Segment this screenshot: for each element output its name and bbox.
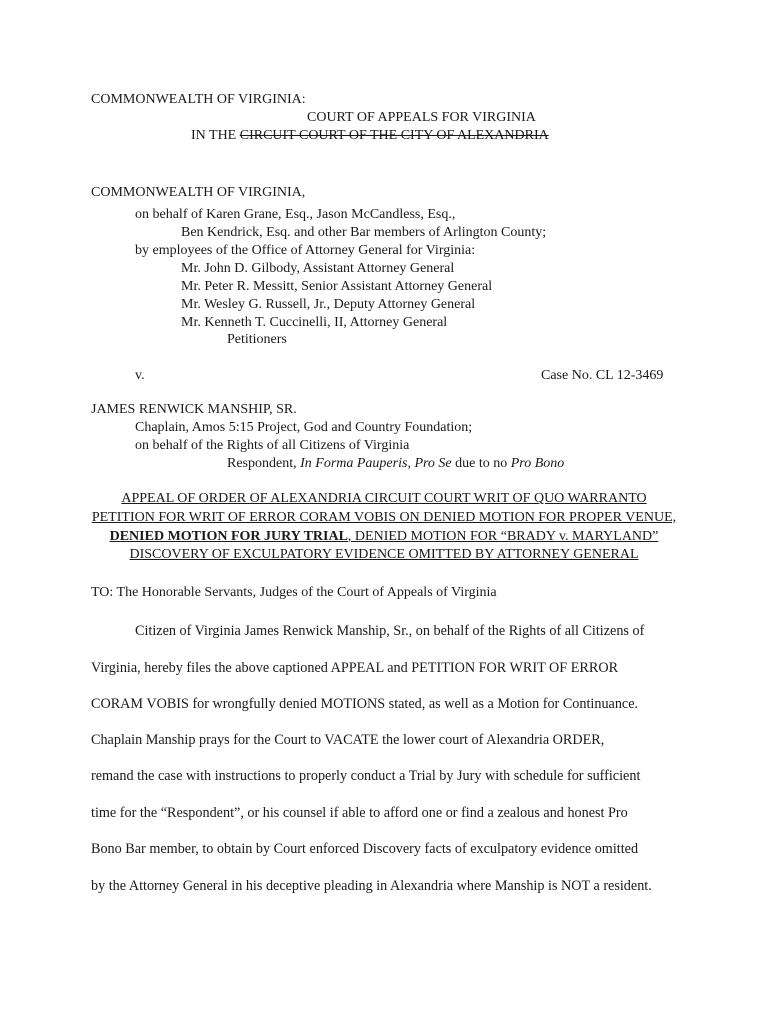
petitioner-name-4: Mr. Kenneth T. Cuccinelli, II, Attorney General xyxy=(181,315,448,330)
petitioner-name-3: Mr. Wesley G. Russell, Jr., Deputy Attorney General xyxy=(181,297,476,312)
body-line-1: Citizen of Virginia James Renwick Manship, Sr., on behalf of the Rights of all Citizens of xyxy=(135,623,645,639)
petitioner-behalf-line-2: Ben Kendrick, Esq. and other Bar members of Arlington County; xyxy=(181,225,547,240)
body-line-6: time for the “Respondent”, or his counsel if able to afford one or find a zealous and honest Pro xyxy=(91,805,628,821)
respondent-name: JAMES RENWICK MANSHIP, SR. xyxy=(91,402,297,417)
caption-line-4: DISCOVERY OF EXCULPATORY EVIDENCE OMITTED BY ATTORNEY GENERAL xyxy=(129,547,639,562)
in-forma-pauperis: In Forma Pauperis xyxy=(300,456,408,471)
header-commonwealth: COMMONWEALTH OF VIRGINIA: xyxy=(91,92,306,107)
body-line-2: Virginia, hereby files the above captioned APPEAL and PETITION FOR WRIT OF ERROR xyxy=(91,660,619,676)
caption-denied-jury-trial: DENIED MOTION FOR JURY TRIAL xyxy=(109,529,348,544)
body-line-3: CORAM VOBIS for wrongfully denied MOTIONS stated, as well as a Motion for Continuance. xyxy=(91,696,639,712)
header-struck-court-name: CIRCUIT COURT OF THE CITY OF ALEXANDRIA xyxy=(239,128,549,143)
body-line-4: Chaplain Manship prays for the Court to VACATE the lower court of Alexandria ORDER, xyxy=(91,732,605,748)
respondent-line-2: on behalf of the Rights of all Citizens of Virginia xyxy=(135,438,410,453)
salutation: TO: The Honorable Servants, Judges of the Court of Appeals of Virginia xyxy=(91,585,497,600)
petitioner-employees: by employees of the Office of Attorney General for Virginia: xyxy=(135,243,476,258)
status-mid: due to no xyxy=(451,456,511,471)
versus: v. xyxy=(135,368,145,383)
petitioner-name-1: Mr. John D. Gilbody, Assistant Attorney General xyxy=(181,261,455,276)
header-court-of-appeals: COURT OF APPEALS FOR VIRGINIA xyxy=(307,110,536,125)
caption-line-1: APPEAL OF ORDER OF ALEXANDRIA CIRCUIT COURT WRIT OF QUO WARRANTO xyxy=(121,491,647,506)
case-number: Case No. CL 12-3469 xyxy=(541,368,664,383)
caption-line-3-rest: , DENIED MOTION FOR “BRADY v. MARYLAND” xyxy=(347,529,659,544)
petitioner-behalf-line-1: on behalf of Karen Grane, Esq., Jason McCandless, Esq., xyxy=(135,207,456,222)
respondent-line-1: Chaplain, Amos 5:15 Project, God and Country Foundation; xyxy=(135,420,473,435)
header-circuit-court xyxy=(191,127,549,145)
status-comma: , xyxy=(407,456,415,471)
body-line-5: remand the case with instructions to properly conduct a Trial by Jury with schedule for sufficient xyxy=(91,768,641,784)
body-line-7: Bono Bar member, to obtain by Court enforced Discovery facts of exculpatory evidence omitted xyxy=(91,841,639,857)
respondent-status xyxy=(227,455,564,473)
pro-bono: Pro Bono xyxy=(510,456,565,471)
caption-line-2: PETITION FOR WRIT OF ERROR CORAM VOBIS ON DENIED MOTION FOR PROPER VENUE, xyxy=(91,510,677,525)
petitioners-label: Petitioners xyxy=(227,332,287,347)
header-in-the: IN THE xyxy=(191,128,240,143)
petitioner-title: COMMONWEALTH OF VIRGINIA, xyxy=(91,185,306,200)
pro-se: Pro Se xyxy=(414,456,452,471)
petitioner-name-2: Mr. Peter R. Messitt, Senior Assistant Attorney General xyxy=(181,279,493,294)
respondent-status-prefix: Respondent, xyxy=(227,456,301,471)
body-line-8: by the Attorney General in his deceptive pleading in Alexandria where Manship is NOT a resident. xyxy=(91,878,652,894)
caption-line-3 xyxy=(0,528,768,546)
